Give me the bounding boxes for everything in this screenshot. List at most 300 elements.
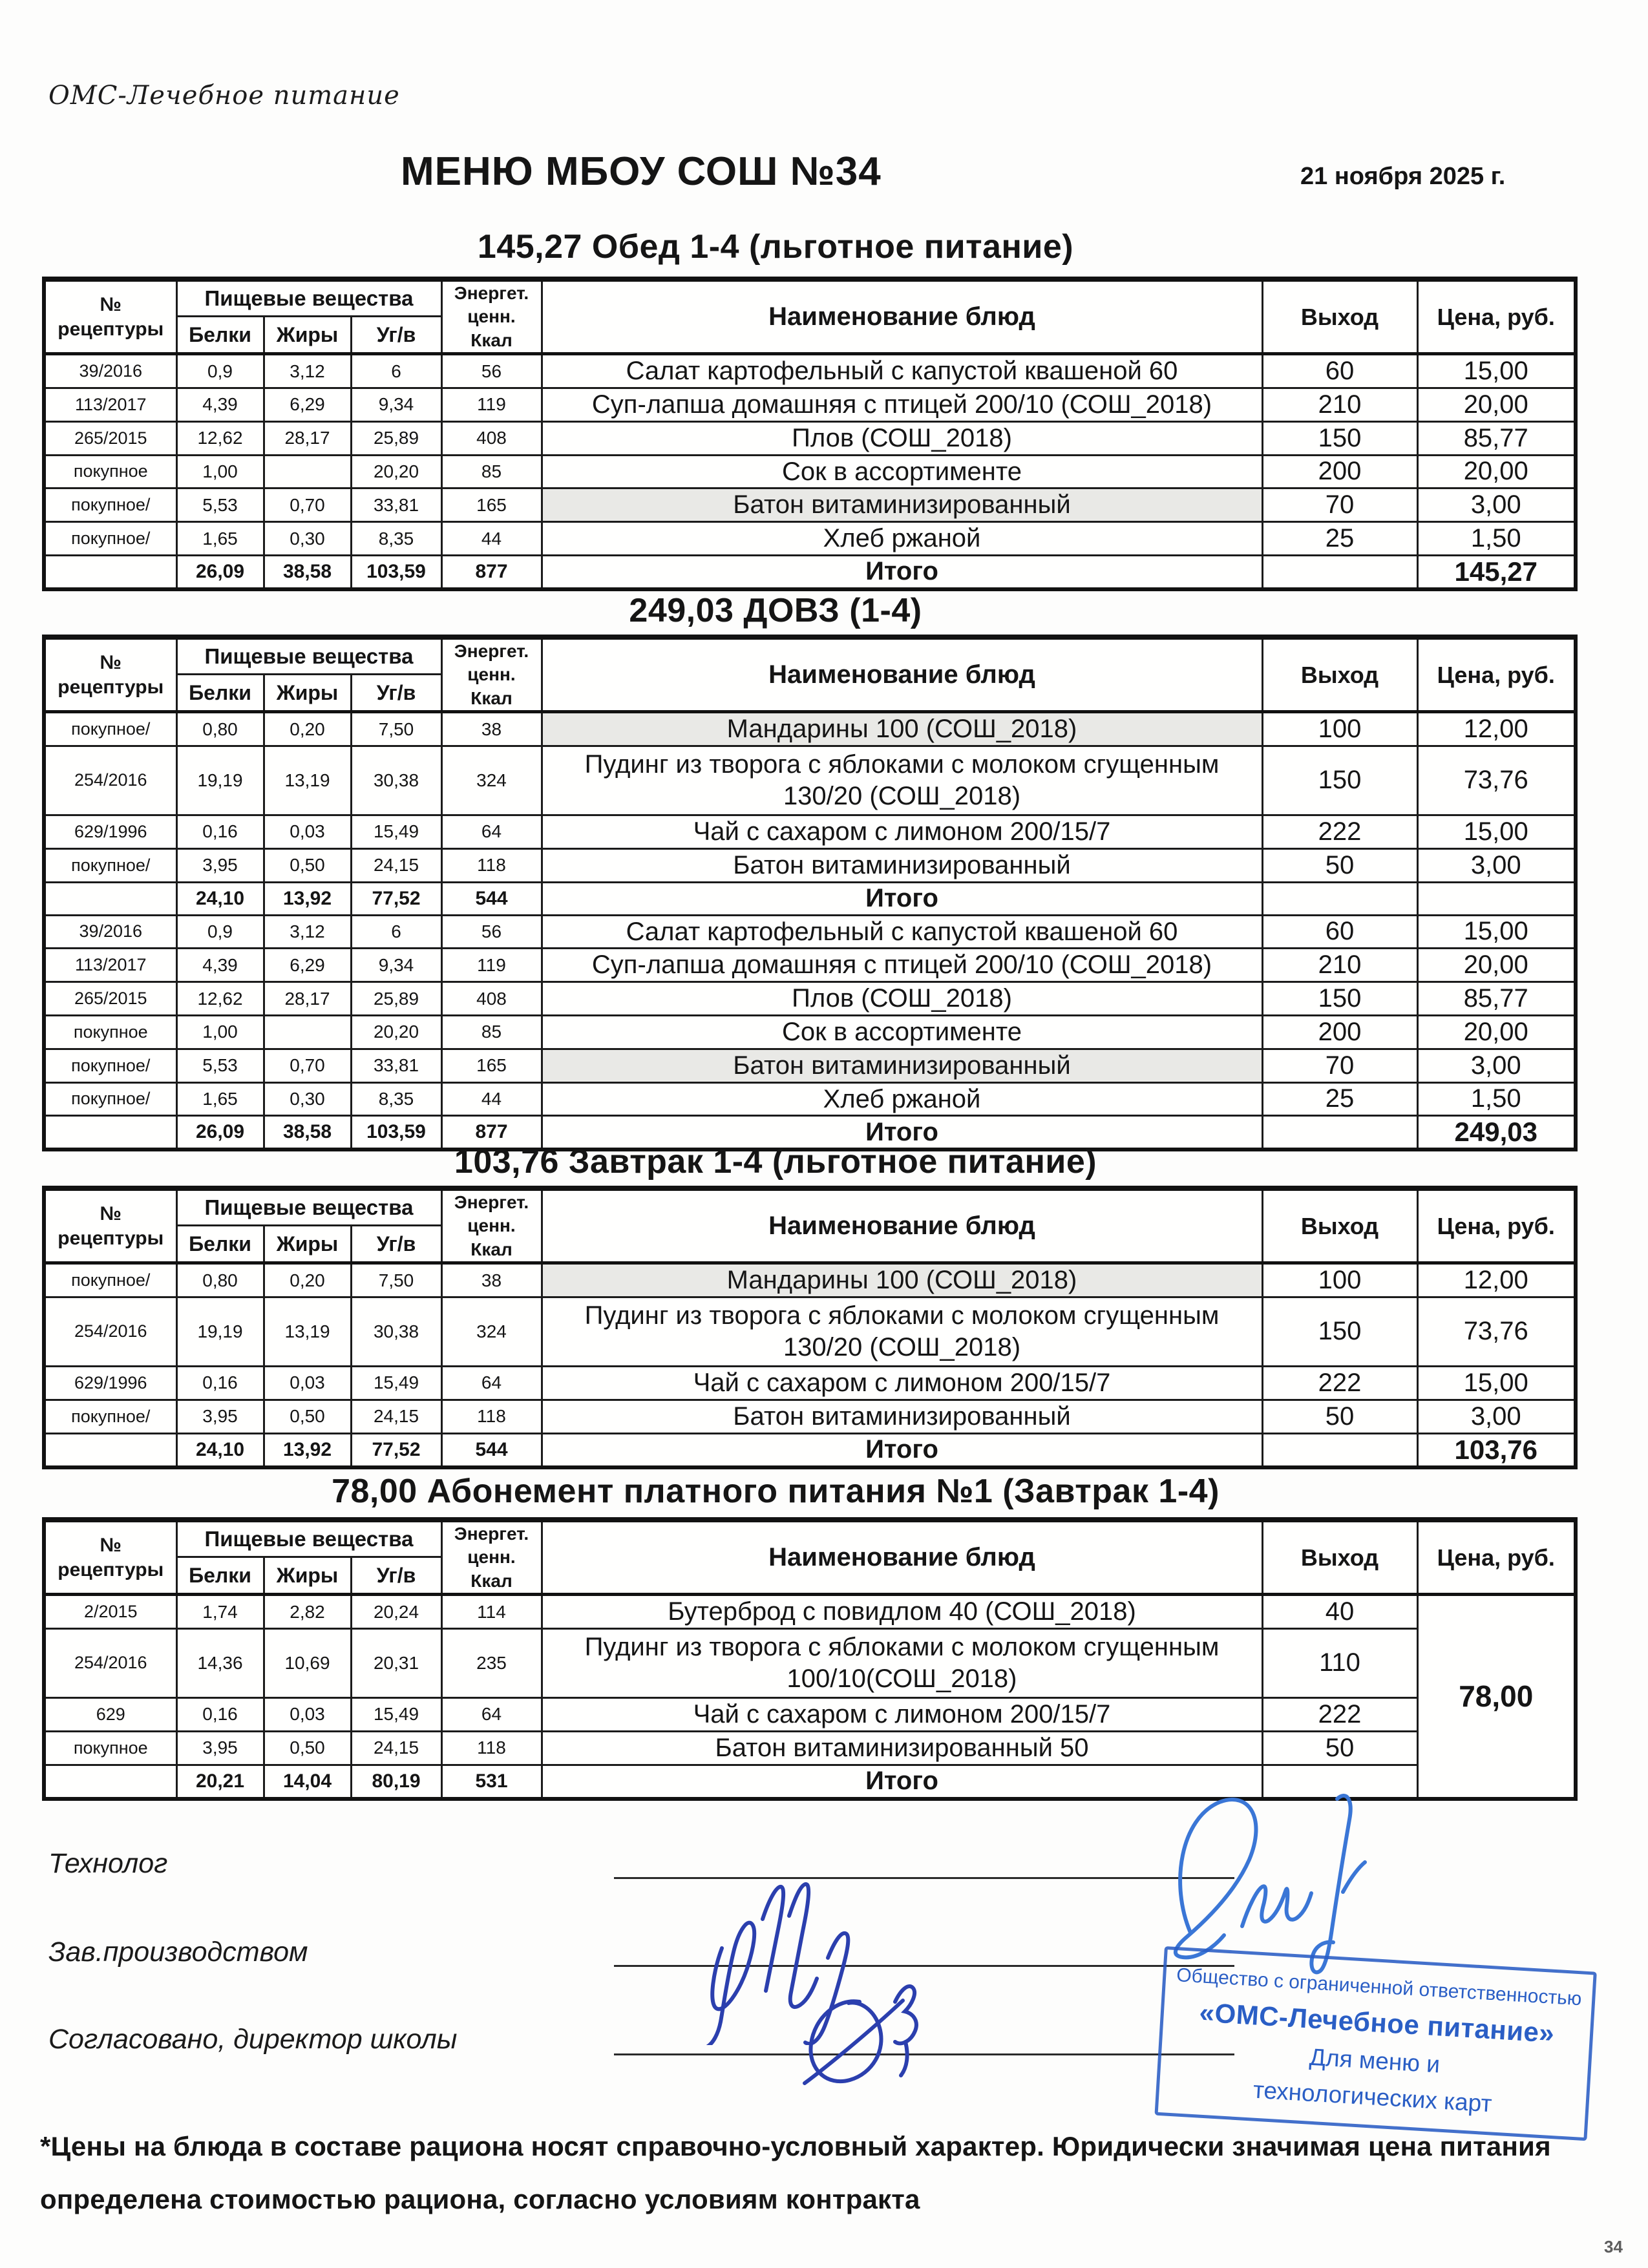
fat-cell: 10,69 — [264, 1628, 351, 1697]
page-number: 34 — [1604, 2237, 1623, 2256]
dish-name-cell — [542, 455, 1262, 488]
dish-name-cell — [542, 915, 1262, 949]
output-cell: 222 — [1262, 1697, 1417, 1731]
fat-total-cell: 13,92 — [264, 1433, 351, 1467]
header-row — [44, 1188, 1576, 1226]
energy-cell: 119 — [441, 388, 542, 421]
price-cell: 3,00 — [1417, 488, 1576, 522]
fat-cell: 28,17 — [264, 982, 351, 1016]
subtotal-row — [44, 882, 1576, 915]
header-row — [44, 637, 1576, 675]
recipe-cell: покупное/ — [44, 1263, 176, 1297]
recipe-cell: 113/2017 — [44, 949, 176, 982]
recipe-cell: 113/2017 — [44, 388, 176, 421]
dish-name-text: Батон витаминизированный 50 — [715, 1733, 1089, 1762]
price-cell — [1417, 882, 1576, 915]
fat-cell: 0,50 — [264, 1731, 351, 1765]
recipe-cell: 254/2016 — [44, 746, 176, 815]
recipe-col-header — [44, 637, 176, 712]
output-cell: 70 — [1262, 1049, 1417, 1082]
dish-name-cell — [542, 1595, 1262, 1629]
carbs-col-header: Уг/в — [351, 317, 441, 354]
dish-name-cell — [542, 815, 1262, 848]
protein-total-cell: 26,09 — [176, 555, 264, 589]
table-row — [44, 388, 1576, 421]
table-row — [44, 522, 1576, 556]
recipe-cell — [44, 882, 176, 915]
protein-cell: 12,62 — [176, 982, 264, 1016]
output-cell: 100 — [1262, 1263, 1417, 1297]
protein-cell: 3,95 — [176, 1400, 264, 1433]
table-row — [44, 915, 1576, 949]
fat-cell: 3,12 — [264, 915, 351, 949]
protein-cell: 5,53 — [176, 488, 264, 522]
price-cell: 12,00 — [1417, 712, 1576, 746]
dish-name-text: Хлеб ржаной — [823, 524, 981, 553]
protein-cell: 3,95 — [176, 848, 264, 882]
stamp-line-org-type: Общество с ограниченной ответственностью — [1176, 1964, 1583, 2010]
output-cell — [1262, 882, 1417, 915]
price-cell: 20,00 — [1417, 455, 1576, 488]
carbs-total-cell: 103,59 — [351, 555, 441, 589]
table-row — [44, 712, 1576, 746]
dish-name-col-header: Наименование блюд — [542, 279, 1262, 354]
carbs-cell: 8,35 — [351, 522, 441, 556]
dish-name-cell — [542, 712, 1262, 746]
fat-cell: 0,03 — [264, 815, 351, 848]
page-title: МЕНЮ МБОУ СОШ №34 — [401, 149, 882, 194]
fat-cell: 6,29 — [264, 949, 351, 982]
total-label-cell: Итого — [542, 1765, 1262, 1799]
dish-name-text: Чай с сахаром с лимоном 200/15/7 — [693, 1368, 1111, 1397]
carbs-cell: 20,31 — [351, 1628, 441, 1697]
protein-total-cell: 24,10 — [176, 1433, 264, 1467]
carbs-col-header: Уг/в — [351, 675, 441, 712]
menu-date: 21 ноября 2025 г. — [1300, 163, 1506, 190]
table-row — [44, 1400, 1576, 1433]
protein-cell: 19,19 — [176, 1297, 264, 1366]
dish-name-text: Хлеб ржаной — [823, 1084, 981, 1113]
price-col-header: Цена, руб. — [1417, 1188, 1576, 1263]
fat-total-cell: 13,92 — [264, 882, 351, 915]
table-row — [44, 1082, 1576, 1116]
table-row — [44, 1595, 1576, 1629]
table-row — [44, 1049, 1576, 1082]
price-cell: 15,00 — [1417, 915, 1576, 949]
carbs-cell: 30,38 — [351, 1297, 441, 1366]
section-title-subscription: 78,00 Абонемент платного питания №1 (Завтрак 1-4) — [332, 1473, 1220, 1510]
price-cell: 20,00 — [1417, 388, 1576, 421]
merged-price-cell: 78,00 — [1417, 1595, 1576, 1799]
price-cell: 85,77 — [1417, 421, 1576, 455]
menu-table-dovz-container — [42, 635, 1578, 1151]
section-title-lunch: 145,27 Обед 1-4 (льготное питание) — [477, 228, 1074, 266]
menu-table — [42, 1186, 1578, 1469]
protein-cell: 0,16 — [176, 1366, 264, 1400]
table-row — [44, 1263, 1576, 1297]
menu-table-breakfast-container — [42, 1186, 1578, 1469]
footnote-line-1: *Цены на блюда в составе рациона носят справочно-условный характер. Юридически значимая цена питания — [40, 2131, 1551, 2161]
signer-label-technologist: Технолог — [48, 1848, 168, 1879]
protein-cell: 3,95 — [176, 1731, 264, 1765]
header-row — [44, 279, 1576, 317]
energy-col-header: Энергет. ценн. Ккал — [441, 637, 542, 712]
table-row — [44, 982, 1576, 1016]
fat-cell: 13,19 — [264, 1297, 351, 1366]
energy-cell: 38 — [441, 712, 542, 746]
fat-col-header: Жиры — [264, 317, 351, 354]
output-cell: 150 — [1262, 982, 1417, 1016]
energy-cell: 408 — [441, 421, 542, 455]
carbs-cell: 6 — [351, 915, 441, 949]
carbs-cell: 24,15 — [351, 1400, 441, 1433]
output-col-header: Выход — [1262, 1520, 1417, 1595]
carbs-cell: 30,38 — [351, 746, 441, 815]
price-cell: 73,76 — [1417, 1297, 1576, 1366]
output-cell: 50 — [1262, 848, 1417, 882]
carbs-cell: 15,49 — [351, 815, 441, 848]
protein-total-cell: 24,10 — [176, 882, 264, 915]
dish-name-cell — [542, 848, 1262, 882]
output-cell: 50 — [1262, 1731, 1417, 1765]
total-label-cell: Итого — [542, 882, 1262, 915]
price-cell: 85,77 — [1417, 982, 1576, 1016]
dish-name-cell — [542, 949, 1262, 982]
total-label-cell: Итого — [542, 555, 1262, 589]
output-cell: 210 — [1262, 949, 1417, 982]
total-price-cell: 103,76 — [1417, 1433, 1576, 1467]
recipe-col-header-line2: рецептуры — [58, 318, 164, 340]
dish-name-cell — [542, 1263, 1262, 1297]
fat-col-header: Жиры — [264, 1226, 351, 1263]
protein-col-header: Белки — [176, 675, 264, 712]
output-cell: 222 — [1262, 1366, 1417, 1400]
carbs-cell: 15,49 — [351, 1697, 441, 1731]
table-row — [44, 815, 1576, 848]
carbs-cell: 7,50 — [351, 1263, 441, 1297]
price-col-header: Цена, руб. — [1417, 637, 1576, 712]
total-price-cell: 145,27 — [1417, 555, 1576, 589]
dish-name-text: Плов (СОШ_2018) — [792, 984, 1012, 1013]
protein-col-header: Белки — [176, 1557, 264, 1595]
output-cell: 150 — [1262, 1297, 1417, 1366]
dish-name-text: Бутерброд с повидлом 40 (СОШ_2018) — [668, 1597, 1136, 1626]
carbs-cell: 25,89 — [351, 421, 441, 455]
carbs-cell: 9,34 — [351, 949, 441, 982]
table-row — [44, 746, 1576, 815]
carbs-cell: 33,81 — [351, 1049, 441, 1082]
total-price-cell: 249,03 — [1417, 1116, 1576, 1150]
fat-cell — [264, 1015, 351, 1049]
dish-name-cell — [542, 1628, 1262, 1697]
protein-cell: 4,39 — [176, 388, 264, 421]
fat-cell: 0,20 — [264, 712, 351, 746]
carbs-col-header: Уг/в — [351, 1557, 441, 1595]
dish-name-cell — [542, 1400, 1262, 1433]
director-signature — [798, 1963, 931, 2102]
dish-name-text-line2: 100/10(СОШ_2018) — [787, 1664, 1017, 1693]
protein-total-cell: 26,09 — [176, 1116, 264, 1150]
recipe-cell — [44, 1433, 176, 1467]
nutrients-group-header: Пищевые вещества — [176, 637, 441, 675]
output-cell: 70 — [1262, 488, 1417, 522]
carbs-cell: 8,35 — [351, 1082, 441, 1116]
energy-cell: 118 — [441, 1731, 542, 1765]
carbs-cell: 25,89 — [351, 982, 441, 1016]
table-row — [44, 1731, 1576, 1765]
company-logo-text: ОМС-Лечебное питание — [48, 81, 400, 110]
table-row — [44, 1628, 1576, 1697]
stamp-line-company-name: «ОМС-Лечебное питание» — [1198, 1997, 1556, 2048]
carbs-cell: 7,50 — [351, 712, 441, 746]
output-cell: 222 — [1262, 815, 1417, 848]
energy-total-cell: 531 — [441, 1765, 542, 1799]
fat-cell: 6,29 — [264, 388, 351, 421]
section-title-breakfast: 103,76 Завтрак 1-4 (льготное питание) — [454, 1143, 1097, 1181]
fat-cell: 3,12 — [264, 354, 351, 388]
protein-col-header: Белки — [176, 1226, 264, 1263]
dish-name-text: Суп-лапша домашняя с птицей 200/10 (СОШ_2018) — [591, 950, 1212, 980]
output-cell: 25 — [1262, 522, 1417, 556]
protein-cell: 14,36 — [176, 1628, 264, 1697]
nutrients-group-header: Пищевые вещества — [176, 279, 441, 317]
recipe-cell: покупное — [44, 1015, 176, 1049]
stamp-line-purpose-1: Для меню и — [1308, 2043, 1441, 2078]
section-title-dovz: 249,03 ДОВЗ (1-4) — [629, 592, 922, 629]
fat-total-cell: 38,58 — [264, 1116, 351, 1150]
table-row — [44, 1366, 1576, 1400]
protein-col-header: Белки — [176, 317, 264, 354]
price-cell: 15,00 — [1417, 815, 1576, 848]
signer-label-production-manager: Зав.производством — [48, 1937, 308, 1968]
energy-cell: 56 — [441, 354, 542, 388]
recipe-col-header-line1: № — [100, 1535, 121, 1557]
fat-cell: 0,03 — [264, 1366, 351, 1400]
price-cell: 3,00 — [1417, 848, 1576, 882]
price-cell: 1,50 — [1417, 1082, 1576, 1116]
energy-total-cell: 544 — [441, 1433, 542, 1467]
table-row — [44, 1697, 1576, 1731]
energy-col-header: Энергет. ценн. Ккал — [441, 1520, 542, 1595]
table-row — [44, 455, 1576, 488]
fat-cell: 13,19 — [264, 746, 351, 815]
fat-total-cell: 38,58 — [264, 555, 351, 589]
output-cell: 200 — [1262, 1015, 1417, 1049]
output-cell: 60 — [1262, 915, 1417, 949]
energy-cell: 324 — [441, 746, 542, 815]
total-row — [44, 1433, 1576, 1467]
protein-total-cell: 20,21 — [176, 1765, 264, 1799]
recipe-cell: 39/2016 — [44, 915, 176, 949]
fat-cell: 0,30 — [264, 1082, 351, 1116]
recipe-cell — [44, 1765, 176, 1799]
energy-col-header: Энергет. ценн. Ккал — [441, 1188, 542, 1263]
recipe-cell: 629 — [44, 1697, 176, 1731]
menu-table — [42, 635, 1578, 1151]
recipe-cell: 2/2015 — [44, 1595, 176, 1629]
carbs-total-cell: 103,59 — [351, 1116, 441, 1150]
protein-cell: 4,39 — [176, 949, 264, 982]
recipe-col-header-line1: № — [100, 1203, 121, 1225]
dish-name-cell — [542, 982, 1262, 1016]
dish-name-cell — [542, 354, 1262, 388]
price-col-header: Цена, руб. — [1417, 1520, 1576, 1595]
dish-name-text: Пудинг из творога с яблоками с молоком сгущенным — [584, 750, 1220, 779]
recipe-cell: покупное/ — [44, 848, 176, 882]
carbs-total-cell: 77,52 — [351, 1433, 441, 1467]
dish-name-cell — [542, 746, 1262, 815]
dish-name-cell — [542, 1697, 1262, 1731]
recipe-cell — [44, 555, 176, 589]
total-label-cell: Итого — [542, 1433, 1262, 1467]
carbs-cell: 24,15 — [351, 848, 441, 882]
price-cell: 3,00 — [1417, 1400, 1576, 1433]
dish-name-text-line2: 130/20 (СОШ_2018) — [783, 1332, 1021, 1361]
output-cell: 200 — [1262, 455, 1417, 488]
recipe-col-header-line2: рецептуры — [58, 1559, 164, 1580]
recipe-cell: 265/2015 — [44, 421, 176, 455]
fat-total-cell: 14,04 — [264, 1765, 351, 1799]
protein-cell: 1,65 — [176, 522, 264, 556]
fat-cell: 0,70 — [264, 488, 351, 522]
protein-cell: 19,19 — [176, 746, 264, 815]
dish-name-text: Салат картофельный с капустой квашеной 60 — [626, 357, 1178, 386]
dish-name-text: Мандарины 100 (СОШ_2018) — [726, 715, 1077, 744]
price-col-header: Цена, руб. — [1417, 279, 1576, 354]
energy-total-cell: 544 — [441, 882, 542, 915]
dish-name-text: Сок в ассортименте — [781, 457, 1022, 486]
energy-total-cell: 877 — [441, 1116, 542, 1150]
fat-cell — [264, 455, 351, 488]
fat-cell: 2,82 — [264, 1595, 351, 1629]
energy-col-header: Энергет. ценн. Ккал — [441, 279, 542, 354]
energy-cell: 165 — [441, 488, 542, 522]
recipe-cell: покупное — [44, 455, 176, 488]
dish-name-col-header: Наименование блюд — [542, 637, 1262, 712]
recipe-col-header-line1: № — [100, 652, 121, 674]
fat-cell: 0,50 — [264, 848, 351, 882]
energy-cell: 119 — [441, 949, 542, 982]
dish-name-cell — [542, 1731, 1262, 1765]
recipe-cell: 265/2015 — [44, 982, 176, 1016]
carbs-cell: 15,49 — [351, 1366, 441, 1400]
protein-cell: 0,16 — [176, 1697, 264, 1731]
energy-cell: 64 — [441, 1697, 542, 1731]
output-col-header: Выход — [1262, 637, 1417, 712]
energy-cell: 44 — [441, 1082, 542, 1116]
output-cell: 110 — [1262, 1628, 1417, 1697]
output-cell — [1262, 555, 1417, 589]
output-cell: 210 — [1262, 388, 1417, 421]
protein-cell: 12,62 — [176, 421, 264, 455]
protein-cell: 0,80 — [176, 1263, 264, 1297]
recipe-cell: покупное/ — [44, 1400, 176, 1433]
output-cell: 25 — [1262, 1082, 1417, 1116]
recipe-cell: 629/1996 — [44, 1366, 176, 1400]
recipe-cell: 254/2016 — [44, 1628, 176, 1697]
carbs-cell: 20,20 — [351, 1015, 441, 1049]
energy-cell: 85 — [441, 1015, 542, 1049]
output-cell: 100 — [1262, 712, 1417, 746]
dish-name-text: Сок в ассортименте — [781, 1017, 1022, 1046]
signature-line-technologist — [614, 1877, 1234, 1879]
menu-table-subscription-container — [42, 1517, 1578, 1801]
protein-cell: 1,00 — [176, 1015, 264, 1049]
recipe-col-header-line2: рецептуры — [58, 676, 164, 698]
protein-cell: 1,74 — [176, 1595, 264, 1629]
header-row — [44, 1520, 1576, 1557]
footnote-line-2: определена стоимостью рациона, согласно условиям контракта — [40, 2184, 920, 2214]
carbs-col-header: Уг/в — [351, 1226, 441, 1263]
carbs-cell: 33,81 — [351, 488, 441, 522]
output-cell: 60 — [1262, 354, 1417, 388]
total-row — [44, 555, 1576, 589]
energy-cell: 165 — [441, 1049, 542, 1082]
dish-name-text: Салат картофельный с капустой квашеной 60 — [626, 917, 1178, 946]
price-cell: 15,00 — [1417, 1366, 1576, 1400]
nutrients-group-header: Пищевые вещества — [176, 1520, 441, 1557]
dish-name-cell — [542, 488, 1262, 522]
output-cell: 150 — [1262, 746, 1417, 815]
carbs-cell: 24,15 — [351, 1731, 441, 1765]
price-cell: 73,76 — [1417, 746, 1576, 815]
dish-name-text-line2: 130/20 (СОШ_2018) — [783, 781, 1021, 810]
recipe-cell: 254/2016 — [44, 1297, 176, 1366]
carbs-total-cell: 77,52 — [351, 882, 441, 915]
protein-cell: 0,16 — [176, 815, 264, 848]
energy-cell: 44 — [441, 522, 542, 556]
dish-name-cell — [542, 1049, 1262, 1082]
price-cell: 1,50 — [1417, 522, 1576, 556]
dish-name-col-header: Наименование блюд — [542, 1520, 1262, 1595]
dish-name-text: Чай с сахаром с лимоном 200/15/7 — [693, 1699, 1111, 1728]
dish-name-text: Чай с сахаром с лимоном 200/15/7 — [693, 817, 1111, 846]
menu-table — [42, 277, 1578, 591]
dish-name-text: Батон витаминизированный — [733, 1051, 1071, 1080]
energy-cell: 85 — [441, 455, 542, 488]
output-cell: 50 — [1262, 1400, 1417, 1433]
price-cell: 12,00 — [1417, 1263, 1576, 1297]
output-cell — [1262, 1433, 1417, 1467]
protein-cell: 0,9 — [176, 915, 264, 949]
energy-cell: 38 — [441, 1263, 542, 1297]
recipe-cell: 39/2016 — [44, 354, 176, 388]
output-cell: 40 — [1262, 1595, 1417, 1629]
recipe-cell: 629/1996 — [44, 815, 176, 848]
carbs-cell: 6 — [351, 354, 441, 388]
fat-cell: 0,20 — [264, 1263, 351, 1297]
dish-name-text: Батон витаминизированный — [733, 850, 1071, 879]
table-row — [44, 421, 1576, 455]
nutrients-group-header: Пищевые вещества — [176, 1188, 441, 1226]
dish-name-col-header: Наименование блюд — [542, 1188, 1262, 1263]
carbs-cell: 20,24 — [351, 1595, 441, 1629]
recipe-col-header — [44, 1188, 176, 1263]
dish-name-text: Пудинг из творога с яблоками с молоком сгущенным — [584, 1633, 1220, 1662]
recipe-cell: покупное/ — [44, 1049, 176, 1082]
recipe-cell: покупное/ — [44, 488, 176, 522]
protein-cell: 0,80 — [176, 712, 264, 746]
company-stamp — [1154, 1946, 1596, 2141]
recipe-col-header — [44, 279, 176, 354]
protein-cell: 1,65 — [176, 1082, 264, 1116]
dish-name-text: Пудинг из творога с яблоками с молоком сгущенным — [584, 1301, 1220, 1330]
protein-cell: 0,9 — [176, 354, 264, 388]
signer-label-director: Согласовано, директор школы — [48, 2024, 458, 2055]
menu-table — [42, 1517, 1578, 1801]
table-row — [44, 1015, 1576, 1049]
output-cell: 150 — [1262, 421, 1417, 455]
